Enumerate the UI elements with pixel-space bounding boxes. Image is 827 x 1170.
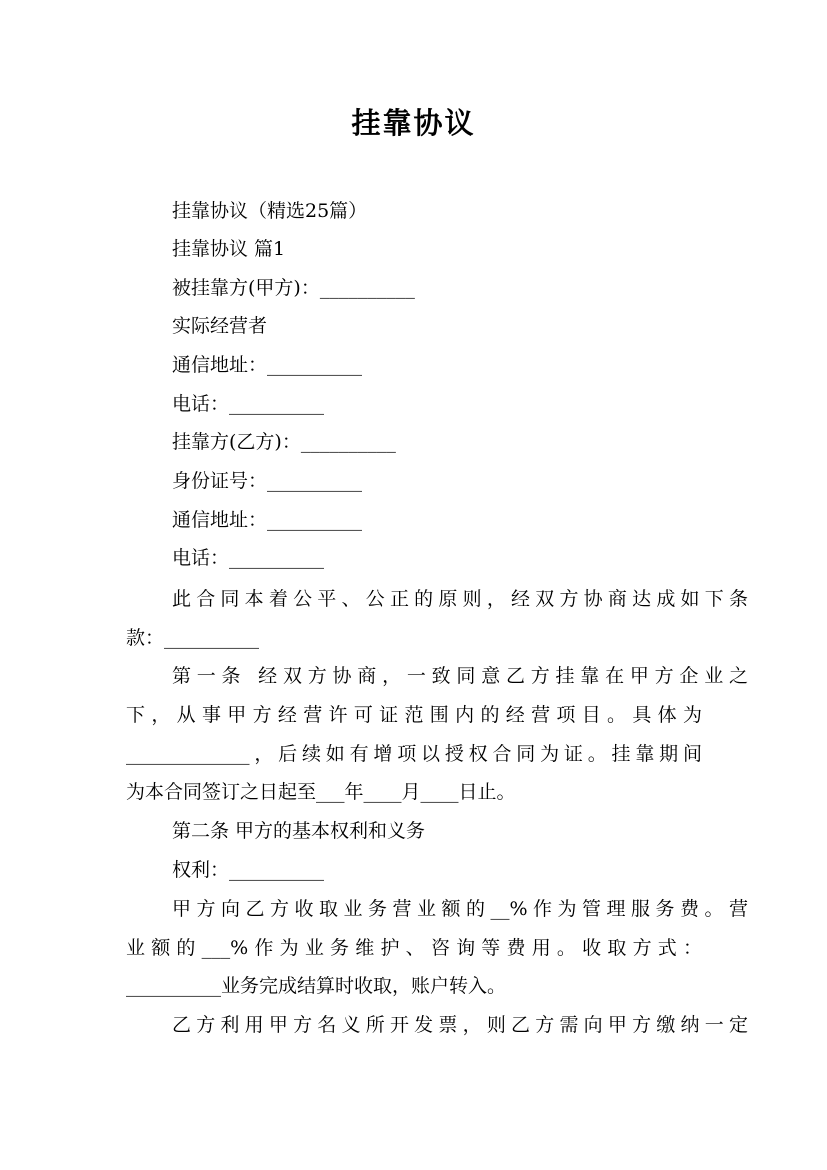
party-b-line: 挂靠方(乙方)：__________ <box>172 431 396 453</box>
phone-line-b: 电话：__________ <box>172 547 325 569</box>
body-line: 下，从事甲方经营许可证范围内的经营项目。具体为 <box>126 704 702 726</box>
document-title: 挂靠协议 <box>351 106 476 140</box>
body-line: _____________，后续如有增项以授权合同为证。挂靠期间 <box>126 743 702 765</box>
body-line: 款：__________ <box>126 627 260 649</box>
body-line: 此合同本着公平、公正的原则，经双方协商达成如下条 <box>172 588 748 610</box>
section-heading: 挂靠协议 篇1 <box>172 238 286 260</box>
body-line: 乙方利用甲方名义所开发票，则乙方需向甲方缴纳一定 <box>172 1014 748 1036</box>
body-line: 业额的___%作为业务维护、咨询等费用。收取方式： <box>126 937 702 959</box>
body-line: 第一条 经双方协商，一致同意乙方挂靠在甲方企业之 <box>172 665 748 687</box>
body-line: __________业务完成结算时收取，账户转入。 <box>126 975 507 997</box>
body-line: 甲方向乙方收取业务营业额的__%作为管理服务费。营 <box>172 898 748 920</box>
address-line-b: 通信地址：__________ <box>172 509 363 531</box>
operator-line: 实际经营者 <box>172 315 268 337</box>
id-number-line: 身份证号：__________ <box>172 470 363 492</box>
address-line-a: 通信地址：__________ <box>172 354 363 376</box>
rights-line: 权利：__________ <box>172 859 325 881</box>
body-line: 为本合同签订之日起至___年____月____日止。 <box>126 781 516 803</box>
party-a-line: 被挂靠方(甲方)：__________ <box>172 277 415 299</box>
article-heading: 第二条 甲方的基本权利和义务 <box>172 820 426 842</box>
phone-line-a: 电话：__________ <box>172 393 325 415</box>
subtitle-line: 挂靠协议（精选25篇） <box>172 200 368 222</box>
